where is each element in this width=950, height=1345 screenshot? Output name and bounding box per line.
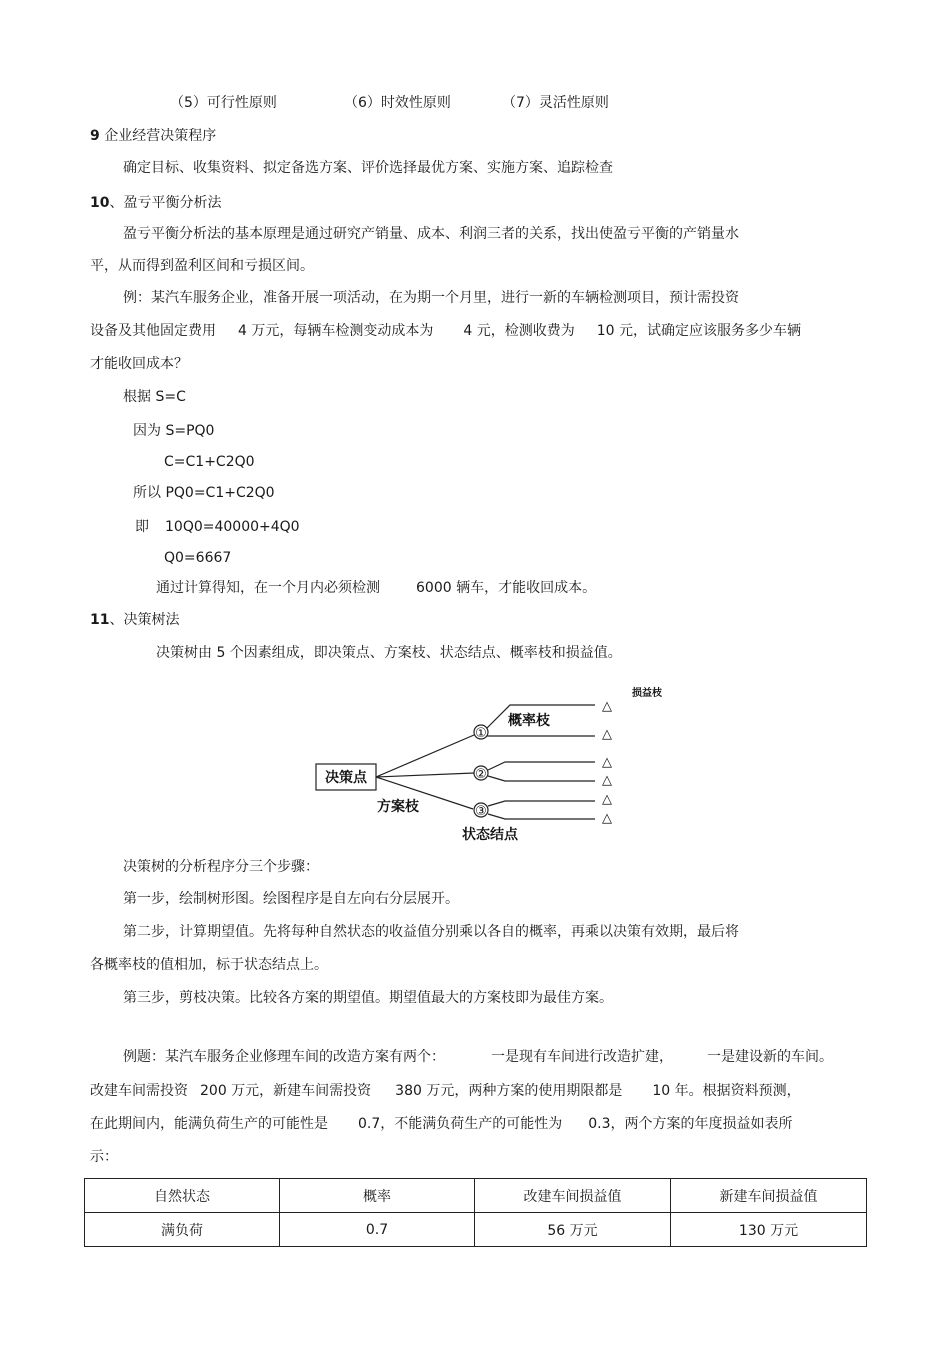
plan-branch-1 xyxy=(376,735,474,777)
decision-tree-diagram xyxy=(300,680,680,846)
formula-3: C=C1+C2Q0 xyxy=(164,454,255,470)
table-header-cell: 改建车间损益值 xyxy=(475,1179,671,1213)
problem-line3-part2: 0.7，不能满负荷生产的可能性为 xyxy=(358,1116,563,1132)
section-10-para-line2: 平，从而得到盈利区间和亏损区间。 xyxy=(90,258,314,274)
prob-branch-2b xyxy=(488,776,595,781)
payoff-triangle-2: △ xyxy=(602,727,612,742)
section-9-heading xyxy=(90,127,216,145)
decision-point-label: 决策点 xyxy=(325,770,367,786)
problem-line2 xyxy=(90,1082,801,1100)
section-9-body: 确定目标、收集资料、拟定备选方案、评价选择最优方案、实施方案、追踪检查 xyxy=(123,160,613,176)
steps-intro: 决策树的分析程序分三个步骤： xyxy=(123,859,319,875)
problem-line2-part1: 改建车间需投资 xyxy=(90,1083,188,1099)
example-line2 xyxy=(90,322,801,340)
payoff-triangle-3: △ xyxy=(602,755,612,770)
problem-line2-part4: 10 年。根据资料预测， xyxy=(652,1083,801,1099)
payoff-triangle-6: △ xyxy=(602,811,612,826)
step-2-line1: 第二步，计算期望值。先将每种自然状态的收益值分别乘以各自的概率，再乘以决策有效期，最后将 xyxy=(123,924,739,940)
example-line2-part2: 4 万元，每辆车检测变动成本为 xyxy=(238,323,434,339)
section-10-heading xyxy=(90,194,221,212)
formula-2: 因为 S=PQ0 xyxy=(133,423,215,439)
section-10-title: 、盈亏平衡分析法 xyxy=(109,195,222,211)
principle-5: （5）可行性原则 xyxy=(170,95,277,111)
step-1: 第一步，绘制树形图。绘图程序是自左向右分层展开。 xyxy=(123,891,459,907)
problem-line1-part1: 例题：某汽车服务企业修理车间的改造方案有两个： xyxy=(123,1049,445,1065)
table-row xyxy=(85,1213,867,1247)
payoff-branch-label: 损益枝 xyxy=(632,688,662,699)
section-9-number: 9 xyxy=(90,128,100,144)
table-header-cell: 自然状态 xyxy=(85,1179,280,1213)
problem-line2-part3: 380 万元，两种方案的使用期限都是 xyxy=(395,1083,623,1099)
prob-branch-2a xyxy=(488,762,595,770)
formula-5-equation: 10Q0=40000+4Q0 xyxy=(165,519,300,535)
prob-branch-label: 概率枝 xyxy=(508,713,550,729)
problem-line3 xyxy=(90,1115,793,1133)
payoff-triangle-1: △ xyxy=(602,699,612,714)
table-cell: 56 万元 xyxy=(475,1213,671,1247)
example-line3: 才能收回成本？ xyxy=(90,356,188,372)
problem-line3-part1: 在此期间内，能满负荷生产的可能性是 xyxy=(90,1116,328,1132)
example-line2-part1: 设备及其他固定费用 xyxy=(90,323,216,339)
section-11-title: 、决策树法 xyxy=(109,612,180,628)
state-node-2-number: ② xyxy=(475,767,487,782)
section-9-title: 企业经营决策程序 xyxy=(104,128,217,144)
formula-6: Q0=6667 xyxy=(164,550,232,566)
formula-1: 根据 S=C xyxy=(123,389,186,405)
step-3: 第三步，剪枝决策。比较各方案的期望值。期望值最大的方案枝即为最佳方案。 xyxy=(123,990,613,1006)
conclusion xyxy=(156,579,596,597)
section-11-intro: 决策树由 5 个因素组成，即决策点、方案枝、状态结点、概率枝和损益值。 xyxy=(156,645,622,661)
state-node-1-number: ① xyxy=(475,726,487,741)
formula-5 xyxy=(135,518,300,536)
formula-5-prefix: 即 xyxy=(135,519,149,535)
conclusion-part2: 6000 辆车，才能收回成本。 xyxy=(416,580,597,596)
problem-line1 xyxy=(123,1048,833,1066)
principle-6: （6）时效性原则 xyxy=(344,95,451,111)
example-line1: 例：某汽车服务企业，准备开展一项活动，在为期一个月里，进行一新的车辆检测项目，预计需投资 xyxy=(123,290,739,306)
payoff-table xyxy=(84,1178,867,1247)
state-node-3-number: ③ xyxy=(475,804,487,819)
conclusion-part1: 通过计算得知，在一个月内必须检测 xyxy=(156,580,380,596)
example-line2-part3: 4 元，检测收费为 xyxy=(463,323,575,339)
plan-branch-2 xyxy=(376,773,474,777)
state-node-label: 状态结点 xyxy=(462,827,518,843)
example-line2-part4: 10 元，试确定应该服务多少车辆 xyxy=(596,323,801,339)
table-header-cell: 概率 xyxy=(280,1179,475,1213)
step-2-line2: 各概率枝的值相加，标于状态结点上。 xyxy=(90,957,328,973)
problem-line1-part2: 一是现有车间进行改造扩建， xyxy=(491,1049,673,1065)
table-header-row xyxy=(85,1179,867,1213)
table-cell: 130 万元 xyxy=(671,1213,867,1247)
section-11-number: 11 xyxy=(90,612,110,628)
problem-line2-part2: 200 万元，新建车间需投资 xyxy=(200,1083,372,1099)
problem-line1-part3: 一是建设新的车间。 xyxy=(707,1049,833,1065)
payoff-triangle-4: △ xyxy=(602,773,612,788)
problem-line4: 示： xyxy=(90,1149,118,1165)
table-cell: 0.7 xyxy=(280,1213,475,1247)
prob-branch-3a xyxy=(488,801,595,806)
table-cell: 满负荷 xyxy=(85,1213,280,1247)
table-header-cell: 新建车间损益值 xyxy=(671,1179,867,1213)
section-10-para-line1: 盈亏平衡分析法的基本原理是通过研究产销量、成本、利润三者的关系，找出使盈亏平衡的产销量水 xyxy=(123,226,739,242)
principle-7: （7）灵活性原则 xyxy=(502,95,609,111)
section-10-number: 10 xyxy=(90,195,110,211)
plan-branch-label: 方案枝 xyxy=(377,799,419,815)
formula-4: 所以 PQ0=C1+C2Q0 xyxy=(133,485,275,501)
section-11-heading xyxy=(90,611,179,629)
payoff-triangle-5: △ xyxy=(602,792,612,807)
problem-line3-part3: 0.3，两个方案的年度损益如表所 xyxy=(588,1116,793,1132)
prob-branch-3b xyxy=(488,814,595,819)
